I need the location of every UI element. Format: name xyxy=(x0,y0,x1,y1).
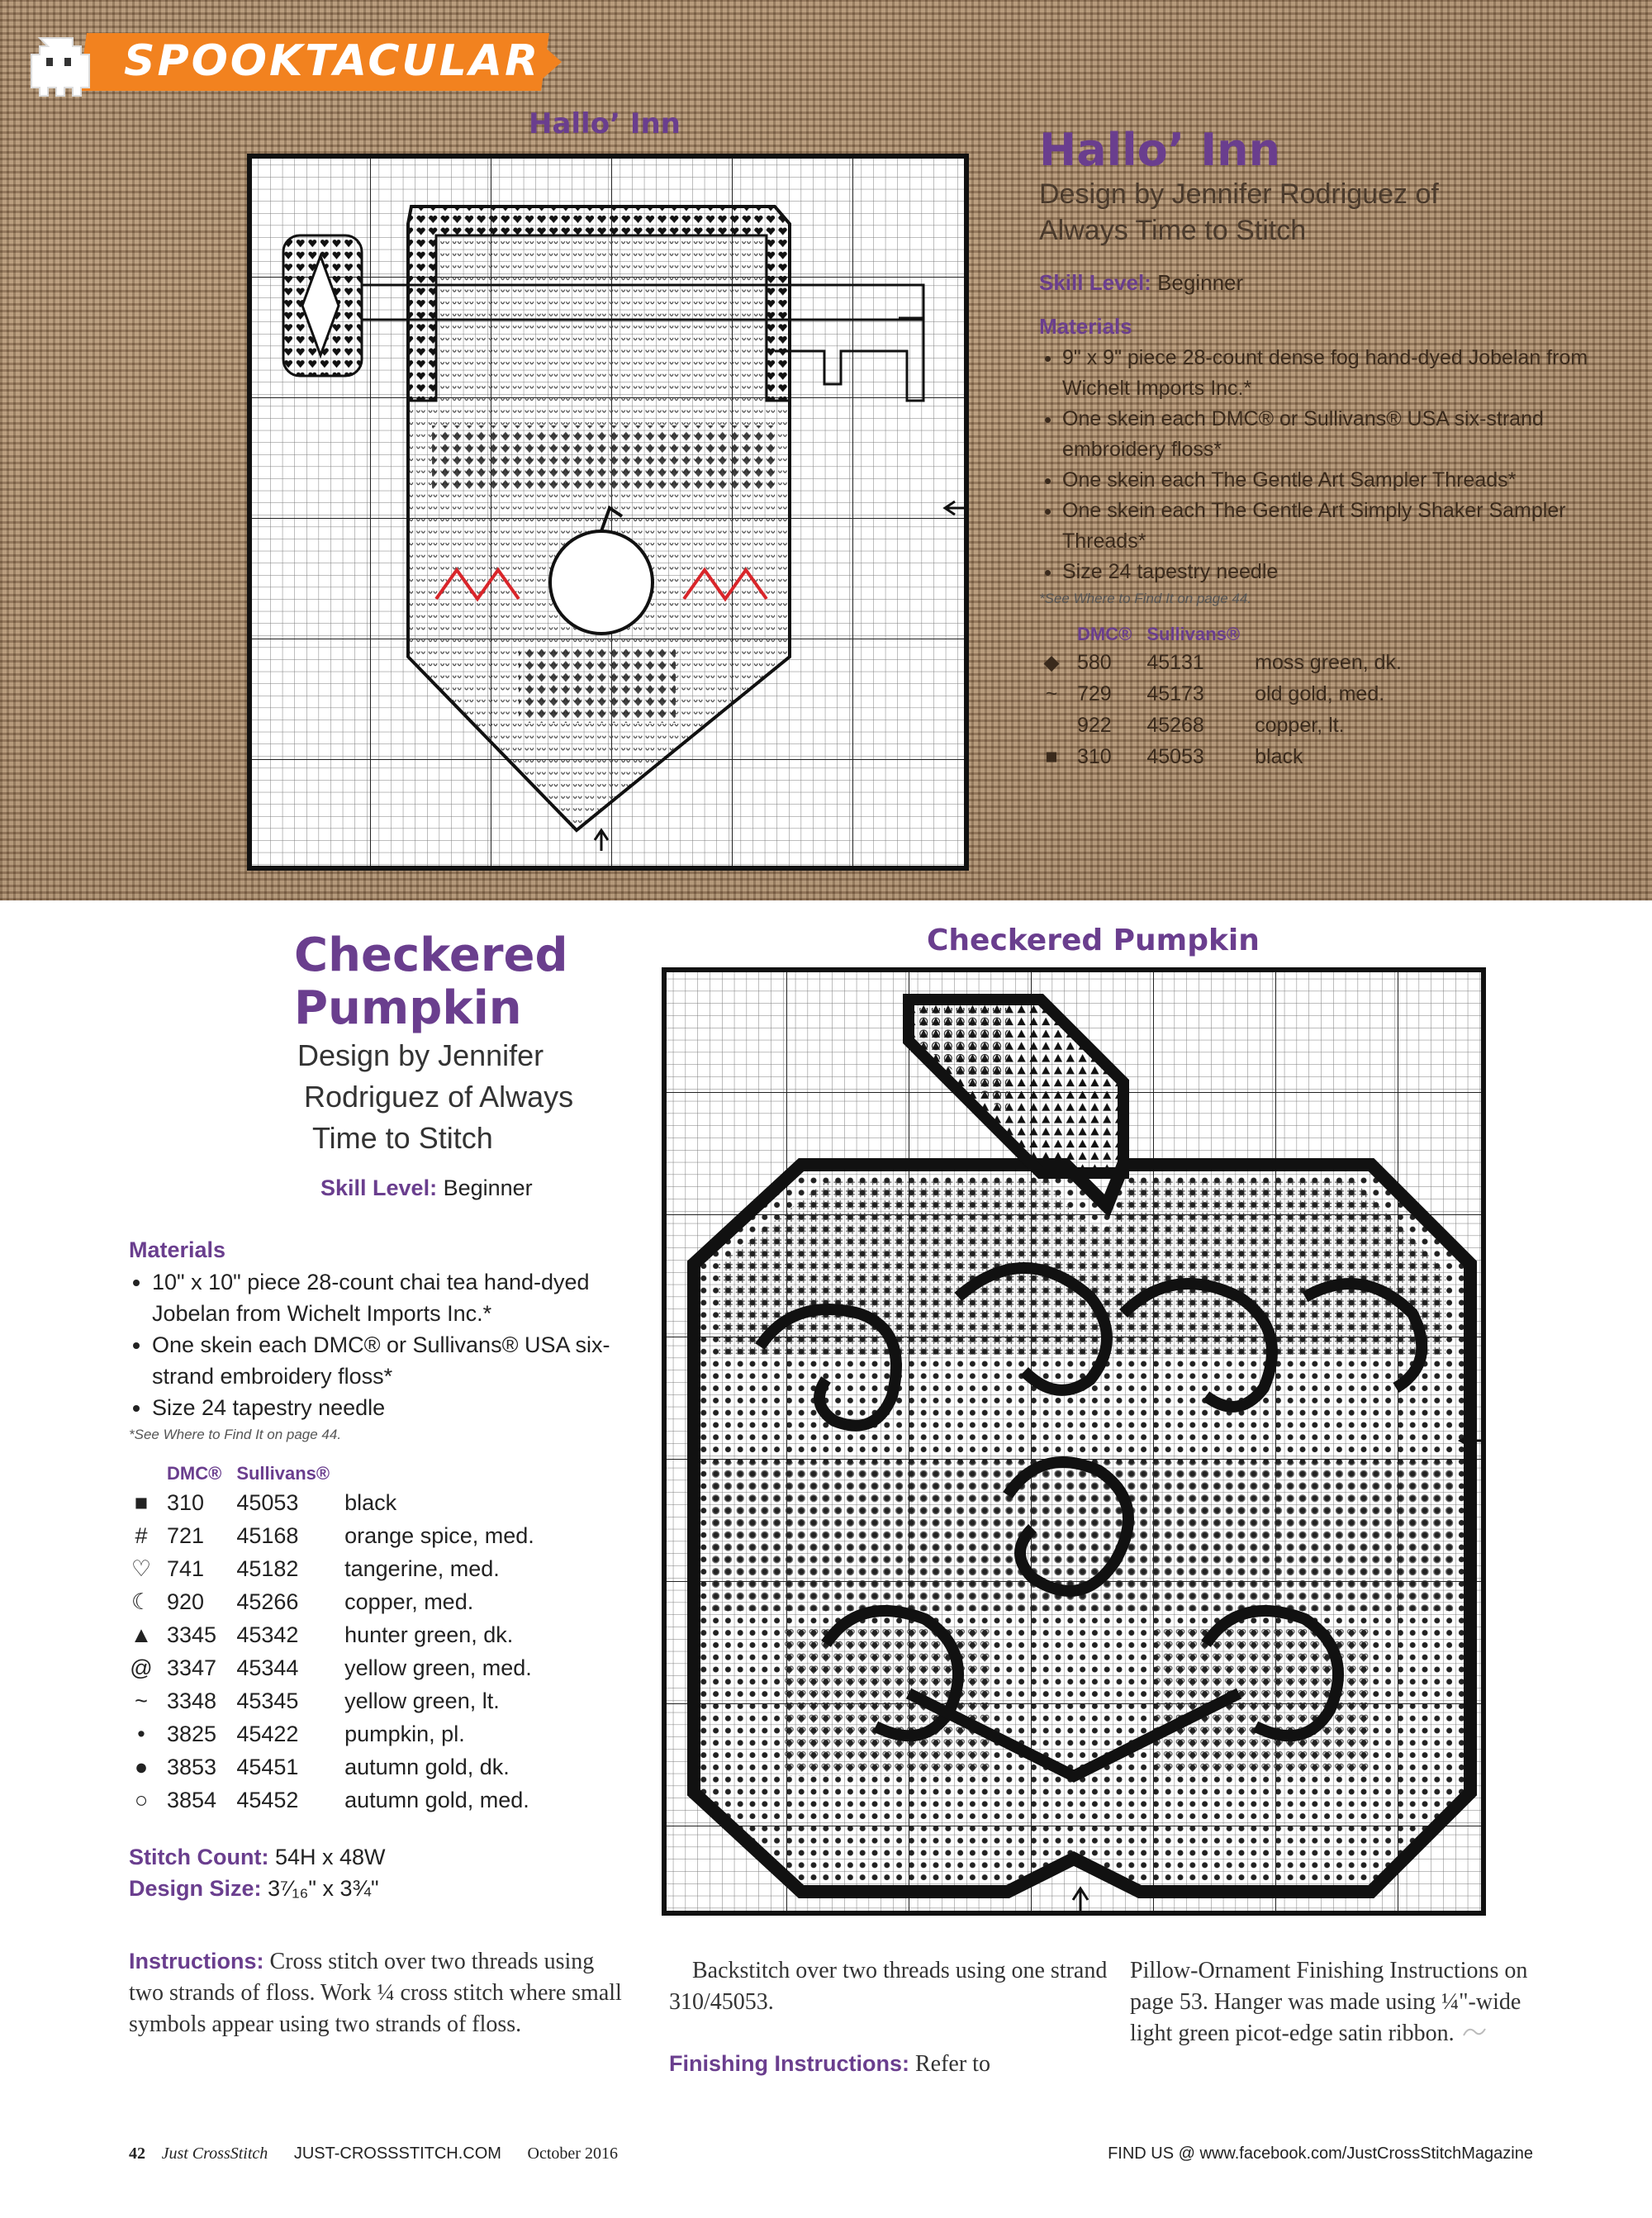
pumpkin-materials-list xyxy=(129,1266,657,1423)
floss-dmc: 920 xyxy=(167,1589,205,1614)
floss-sullivans: 45131 xyxy=(1146,650,1204,674)
pumpkin-title-line-2: Pumpkin xyxy=(294,981,522,1035)
table-row xyxy=(129,1783,553,1817)
table-row xyxy=(129,1552,553,1585)
floss-name: autumn gold, dk. xyxy=(344,1754,510,1779)
floss-dmc: 3825 xyxy=(167,1721,217,1746)
stitch-count-value: 54H x 48W xyxy=(274,1845,386,1869)
page-number: 42 xyxy=(129,2144,145,2163)
pumpkin-skill-level xyxy=(320,1175,657,1201)
floss-sullivans: 45053 xyxy=(236,1489,299,1515)
floss-sullivans: 45173 xyxy=(1146,682,1204,705)
floss-sullivans: 45452 xyxy=(236,1787,299,1812)
pumpkin-title xyxy=(294,929,657,1035)
floss-dmc: 729 xyxy=(1077,682,1112,705)
page-footer xyxy=(129,2144,1533,2178)
floss-symbol: ■ xyxy=(1045,744,1058,768)
floss-name: yellow green, med. xyxy=(344,1655,532,1680)
floss-name: yellow green, lt. xyxy=(344,1688,500,1713)
table-row xyxy=(1039,710,1420,741)
floss-dmc: 580 xyxy=(1077,650,1112,674)
table-row xyxy=(129,1750,553,1783)
spooktacular-banner xyxy=(0,21,595,101)
list-item: • Size 24 tapestry needle xyxy=(152,1392,657,1423)
dmc-column-header: DMC® xyxy=(1077,624,1132,644)
website-link[interactable]: JUST-CROSSSTITCH.COM xyxy=(293,2144,501,2163)
floss-name: autumn gold, med. xyxy=(344,1787,529,1812)
floss-dmc: 310 xyxy=(167,1489,205,1515)
instructions-column-3 xyxy=(1130,1955,1543,2049)
floss-symbol: ▲ xyxy=(130,1622,153,1647)
sullivans-column-header: Sullivans® xyxy=(1146,624,1241,644)
footer-left xyxy=(129,2144,618,2163)
floss-name: copper, lt. xyxy=(1255,713,1345,737)
floss-name: hunter green, dk. xyxy=(344,1622,514,1647)
table-row xyxy=(129,1684,553,1717)
floss-symbol: ● xyxy=(134,1754,149,1779)
floss-dmc: 3345 xyxy=(167,1622,217,1647)
floss-symbol: • xyxy=(137,1721,145,1746)
hallo-floss-key xyxy=(1039,624,1420,772)
table-row xyxy=(1039,678,1420,710)
floss-name: moss green, dk. xyxy=(1255,650,1402,674)
list-item: • One skein each DMC® or Sullivans® USA six-strand embroidery floss* xyxy=(1062,404,1617,465)
design-size xyxy=(129,1873,657,1904)
hallo-chart-title: Hallo’ Inn xyxy=(529,107,681,140)
pumpkin-byline-1: Design by Jennifer xyxy=(297,1038,544,1072)
floss-dmc: 3348 xyxy=(167,1688,217,1713)
pumpkin-byline-2: Rodriguez of Always xyxy=(304,1080,574,1114)
pumpkin-materials-heading: Materials xyxy=(129,1237,226,1262)
floss-symbol: ♡ xyxy=(131,1555,152,1581)
floss-sullivans: 45451 xyxy=(236,1754,299,1779)
table-row xyxy=(129,1651,553,1684)
checkered-pumpkin-chart xyxy=(661,967,1487,1916)
floss-symbol: ~ xyxy=(1045,682,1058,705)
floss-dmc: 310 xyxy=(1077,744,1112,768)
table-row xyxy=(1039,741,1420,772)
finishing-continued: Pillow-Ornament Finishing Instructions on page 53. Hanger was made using ¼"-wide light green picot-edge satin ribbon. xyxy=(1130,1958,1528,2046)
design-size-label: Design Size: xyxy=(129,1876,262,1901)
instructions-text: Cross stitch over two threads using two strands of floss. Work ¼ cross stitch where small symbols appear using two strands of floss. xyxy=(129,1949,622,2037)
floss-name: black xyxy=(344,1489,397,1515)
floss-header-row xyxy=(129,1463,553,1486)
end-mark-icon xyxy=(1460,2024,1488,2040)
hallo-materials-list xyxy=(1039,343,1617,587)
floss-name: old gold, med. xyxy=(1255,682,1385,705)
instructions-column-2 xyxy=(669,1955,1115,2080)
finishing-text: Refer to xyxy=(915,2051,990,2077)
pumpkin-note: *See Where to Find It on page 44. xyxy=(129,1427,342,1442)
floss-symbol: ■ xyxy=(134,1489,149,1515)
floss-dmc: 3853 xyxy=(167,1754,217,1779)
facebook-link[interactable]: FIND US @ www.facebook.com/JustCrossStitchMagazine xyxy=(1108,2144,1533,2163)
finishing-label: Finishing Instructions: xyxy=(669,2051,909,2076)
floss-symbol xyxy=(1039,710,1077,741)
pumpkin-chart-title: Checkered Pumpkin xyxy=(927,924,1260,957)
pumpkin-skill-label: Skill Level: xyxy=(320,1175,438,1200)
floss-sullivans: 45342 xyxy=(236,1622,299,1647)
table-row xyxy=(129,1585,553,1618)
floss-name: black xyxy=(1255,744,1303,768)
floss-sullivans: 45344 xyxy=(236,1655,299,1680)
floss-sullivans: 45345 xyxy=(236,1688,299,1713)
table-row xyxy=(129,1486,553,1519)
floss-header-row xyxy=(1039,624,1420,647)
pumpkin-title-line-1: Checkered xyxy=(294,929,568,982)
list-item: • One skein each DMC® or Sullivans® USA six-strand embroidery floss* xyxy=(152,1329,657,1392)
list-item: • Size 24 tapestry needle xyxy=(1062,557,1617,587)
pumpkin-skill-value: Beginner xyxy=(443,1175,533,1200)
list-item: • One skein each The Gentle Art Simply Shaker Sampler Threads* xyxy=(1062,496,1617,557)
floss-symbol: @ xyxy=(130,1655,153,1680)
floss-name: pumpkin, pl. xyxy=(344,1721,465,1746)
floss-name: copper, med. xyxy=(344,1589,474,1614)
list-item: • 9" x 9" piece 28-count dense fog hand-dyed Jobelan from Wichelt Imports Inc.* xyxy=(1062,343,1617,404)
pumpkin-floss-key xyxy=(129,1463,553,1817)
stitch-count xyxy=(129,1841,657,1873)
floss-dmc: 922 xyxy=(1077,713,1112,737)
hallo-inn-chart xyxy=(246,153,970,872)
hallo-materials-heading: Materials xyxy=(1039,314,1132,339)
floss-name: tangerine, med. xyxy=(344,1555,500,1581)
floss-sullivans: 45422 xyxy=(236,1721,299,1746)
pumpkin-byline-3: Time to Stitch xyxy=(312,1121,493,1155)
hallo-info xyxy=(1039,124,1617,772)
hallo-skill-label: Skill Level: xyxy=(1039,270,1151,295)
floss-symbol: ◆ xyxy=(1043,651,1060,674)
hallo-skill-value: Beginner xyxy=(1157,270,1244,295)
floss-sullivans: 45053 xyxy=(1146,744,1204,768)
instructions-label: Instructions: xyxy=(129,1949,264,1973)
floss-symbol: ☾ xyxy=(131,1589,152,1614)
floss-name: orange spice, med. xyxy=(344,1522,534,1548)
sullivans-column-header: Sullivans® xyxy=(236,1463,330,1484)
floss-sullivans: 45268 xyxy=(1146,713,1204,737)
table-row xyxy=(129,1618,553,1651)
floss-dmc: 3854 xyxy=(167,1787,217,1812)
finishing-paragraph xyxy=(669,2048,1115,2080)
hallo-skill-level xyxy=(1039,270,1617,296)
issue-date: October 2016 xyxy=(527,2144,618,2163)
floss-sullivans: 45266 xyxy=(236,1589,299,1614)
banner-title: SPOOKTACULAR xyxy=(124,36,541,86)
floss-symbol: ○ xyxy=(134,1787,149,1812)
floss-sullivans: 45182 xyxy=(236,1555,299,1581)
hallo-note: *See Where to Find It on page 44. xyxy=(1039,591,1252,606)
ghost-icon xyxy=(15,21,106,112)
dmc-column-header: DMC® xyxy=(167,1463,222,1484)
magazine-name: Just CrossStitch xyxy=(161,2144,268,2163)
instructions-column-1 xyxy=(129,1945,624,2040)
table-row xyxy=(129,1717,553,1750)
floss-symbol: # xyxy=(135,1522,148,1548)
list-item: • One skein each The Gentle Art Sampler Threads* xyxy=(1062,465,1617,496)
floss-dmc: 721 xyxy=(167,1522,205,1548)
hallo-byline-2: Always Time to Stitch xyxy=(1039,215,1307,246)
floss-sullivans: 45168 xyxy=(236,1522,299,1548)
floss-dmc: 3347 xyxy=(167,1655,217,1680)
hallo-byline-1: Design by Jennifer Rodriguez of xyxy=(1039,178,1439,210)
list-item: • 10" x 10" piece 28-count chai tea hand-dyed Jobelan from Wichelt Imports Inc.* xyxy=(152,1266,657,1329)
design-size-value: 3⁷⁄₁₆" x 3¾" xyxy=(268,1876,379,1901)
floss-dmc: 741 xyxy=(167,1555,205,1581)
backstitch-text: Backstitch over two threads using one strand 310/45053. xyxy=(669,1958,1108,2015)
pumpkin-info xyxy=(129,929,657,1904)
hallo-title: Hallo’ Inn xyxy=(1039,124,1281,176)
table-row xyxy=(1039,647,1420,678)
stitch-count-label: Stitch Count: xyxy=(129,1845,269,1869)
floss-symbol: ~ xyxy=(135,1688,148,1713)
table-row xyxy=(129,1519,553,1552)
